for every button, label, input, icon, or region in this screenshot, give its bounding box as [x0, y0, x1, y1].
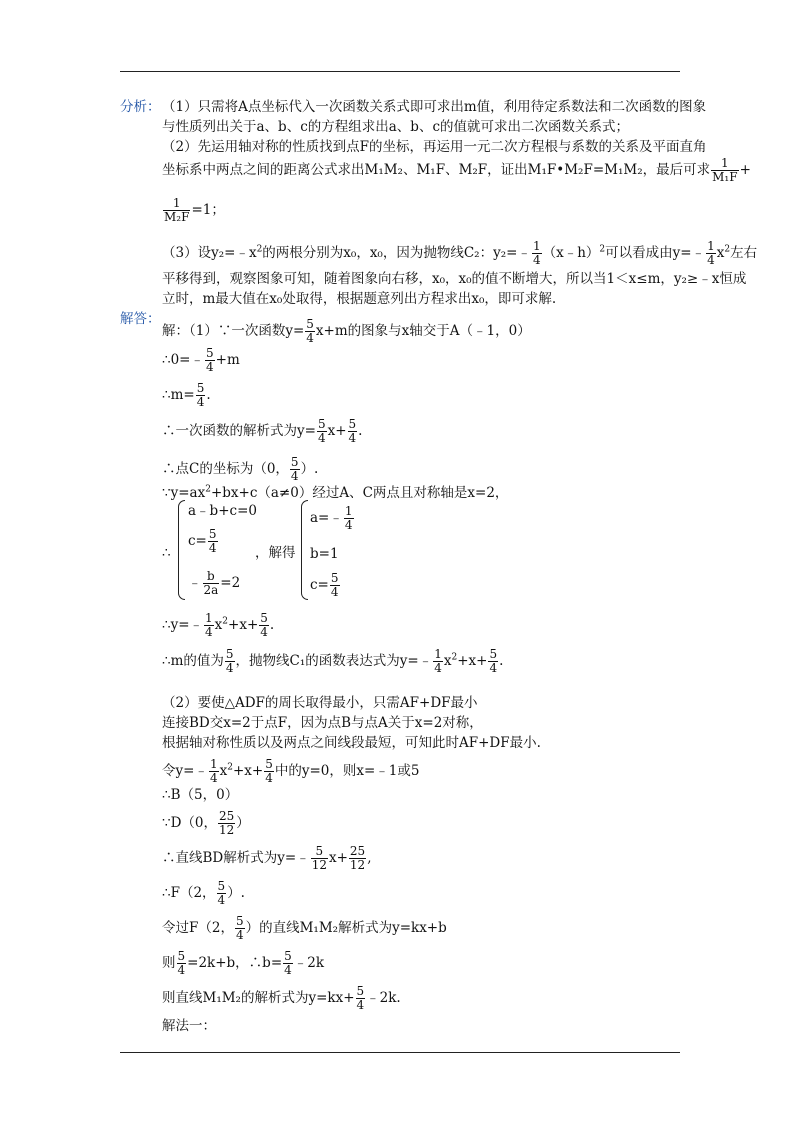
part2-line10: 则 $\frac{5}{4}$ =2k+b，∴b= $\frac{5}{4}$ ﹣2k — [162, 949, 325, 977]
part2-line5: ∴B（5，0） — [162, 787, 239, 803]
fraction-25-12: $\frac{25}{12}$ — [349, 844, 366, 872]
system1-brace — [178, 500, 185, 600]
part2-line12: 解法一： — [162, 1018, 216, 1034]
fraction-1-4: $\frac{1}{4}$ — [344, 504, 353, 532]
system-mid-text: ，解得 — [255, 545, 296, 561]
fraction-1-4: $\frac{1}{4}$ — [209, 757, 218, 785]
fraction-5-4: $\frac{5}{4}$ — [217, 879, 226, 907]
part2-line6: ∵D（0， $\frac{25}{12}$ ） — [162, 809, 250, 837]
answer-line9: ∴m的值为 $\frac{5}{4}$ ，抛物线C₁的函数表达式为y=﹣ $\frac{1}{4}$ $x^2+x+$ $\frac{5}{4}$ . — [162, 647, 504, 675]
analysis-p3-line3: 立时，m最大值在x₀处取得，根据题意列出方程求出x₀，即可求解. — [162, 291, 557, 307]
part2-line2: 连接BD交x=2于点F，因为点B与点A关于x=2对称， — [162, 715, 483, 731]
system1-row1: a﹣b+c=0 — [188, 503, 257, 519]
fraction-5-4: $\frac{5}{4}$ — [235, 914, 244, 942]
fraction-1-over-m1f: $\frac{1}{\text{M₁F}}$ — [712, 156, 738, 184]
fraction-5-4: $\frac{5}{4}$ — [489, 647, 498, 675]
analysis-p1-line2: 与性质列出关于a、b、c的方程组求出a、b、c的值就可求出二次函数关系式； — [162, 119, 630, 135]
part2-line3: 根据轴对称性质以及两点之间线段最短，可知此时AF+DF最小. — [162, 735, 541, 751]
part2-line1: （2）要使△ADF的周长取得最小，只需AF+DF最小 — [162, 695, 478, 711]
analysis-p2-text: 坐标系中两点之间的距离公式求出M₁M₂、M₁F、M₂F，证出M₁F•M₂F=M₁M₂，最后可求 — [162, 162, 711, 178]
system1-row2: c= $\frac{5}{4}$ — [188, 527, 217, 555]
fraction-1-4: $\frac{1}{4}$ — [434, 647, 442, 675]
part2-line4: 令y=﹣ $\frac{1}{4}$ $x^2+x+$ $\frac{5}{4}$ 中的y=0，则x=﹣1或5 — [162, 757, 420, 785]
answer-line5: ∴点C的坐标为（0， $\frac{5}{4}$ ）. — [162, 455, 319, 483]
fraction-5-4: $\frac{5}{4}$ — [225, 647, 234, 675]
answer-line6: $\because y=ax^2+bx+c(a\ne 0)$经过A、C两点且对称轴是x=2， — [162, 484, 509, 501]
system2-row2: b=1 — [310, 546, 339, 562]
system1-row3: ﹣ $\frac{b}{2a}$ =2 — [188, 569, 241, 597]
fraction-5-4: $\frac{5}{4}$ — [317, 417, 326, 445]
fraction-1-4: $\frac{1}{4}$ — [205, 611, 213, 639]
fraction-25-12: $\frac{25}{12}$ — [219, 809, 235, 837]
analysis-p3-line2: 平移得到，观察图象可知，随着图象向右移，x₀，x₀的值不断增大，所以当1＜x≤m，y₂≥﹣x恒成 — [162, 271, 747, 287]
fraction-quarter: $\frac{1}{4}$ — [707, 239, 715, 267]
fraction-5-4: $\frac{5}{4}$ — [196, 381, 205, 409]
part2-line7: ∴直线BD解析式为y=﹣ $\frac{5}{12}$ x+ $\frac{25}{12}$ , — [162, 844, 372, 872]
fraction-5-4: $\frac{5}{4}$ — [260, 611, 268, 639]
system2-row1: a=﹣ $\frac{1}{4}$ — [310, 504, 353, 532]
fraction-b-2a: $\frac{b}{2a}$ — [203, 569, 219, 597]
answer-line3: ∴m= $\frac{5}{4}$ . — [162, 381, 211, 409]
answer-line4: ∴一次函数的解析式为y= $\frac{5}{4}$ x+ $\frac{5}{4}$ . — [162, 417, 363, 445]
top-rule — [120, 71, 680, 72]
analysis-p2-line2: 坐标系中两点之间的距离公式求出M₁M₂、M₁F、M₂F，证出M₁F•M₂F=M₁M₂，最后可求 $\frac{1}{\text{M₁F}}$ + — [162, 156, 751, 184]
fraction-5-4: $\frac{5}{4}$ — [177, 949, 186, 977]
analysis-p1-line1: （1）只需将A点坐标代入一次函数关系式即可求出m值，利用待定系数法和二次函数的图象 — [162, 99, 707, 115]
answer-line1: 解：（1）∵一次函数y= $\frac{5}{4}$ x+m的图象与x轴交于A（﹣1，0） — [162, 317, 531, 345]
answer-line2: ∴0=﹣ $\frac{5}{4}$ +m — [162, 346, 240, 374]
fraction-5-4: $\frac{5}{4}$ — [330, 571, 339, 599]
fraction-5-4: $\frac{5}{4}$ — [284, 949, 292, 977]
system2-row3: c= $\frac{5}{4}$ — [310, 571, 339, 599]
fraction-5-4: $\frac{5}{4}$ — [290, 455, 299, 483]
fraction-quarter: $\frac{1}{4}$ — [532, 239, 541, 267]
fraction-5-4: $\frac{5}{4}$ — [306, 317, 314, 345]
fraction-5-12: $\frac{5}{12}$ — [311, 844, 327, 872]
analysis-p3-line1: （3）设$y_2=﹣x^2$的两根分别为x₀，x₀，因为抛物线C₂：y₂=﹣ $\frac{1}{4}$ （x﹣h）$^2$可以看成由y=﹣ $\frac{1}{4}$ $x^2$左右 — [162, 239, 758, 267]
fraction-5-4: $\frac{5}{4}$ — [265, 757, 273, 785]
fraction-1-over-m2f: $\frac{1}{\text{M₂F}}$ — [164, 196, 190, 224]
fraction-5-4: $\frac{5}{4}$ — [206, 346, 214, 374]
answer-label: 解答： — [120, 311, 161, 327]
analysis-label: 分析： — [120, 99, 161, 115]
answer-line8: ∴y=﹣ $\frac{1}{4}$ $x^2+x+$ $\frac{5}{4}$ . — [162, 611, 275, 639]
system2-brace — [301, 500, 308, 600]
analysis-p2-line1: （2）先运用轴对称的性质找到点F的坐标，再运用一元二次方程根与系数的关系及平面直角 — [162, 139, 707, 155]
fraction-5-4: $\frac{5}{4}$ — [208, 527, 217, 555]
fraction-5-4: $\frac{5}{4}$ — [348, 417, 357, 445]
analysis-p2-line3: $\frac{1}{\text{M₂F}}$ =1； — [164, 196, 225, 224]
system-prefix: ∴ — [162, 545, 171, 561]
part2-line8: ∴F（2， $\frac{5}{4}$ ）. — [162, 879, 245, 907]
part2-line11: 则直线M₁M₂的解析式为y=kx+ $\frac{5}{4}$ ﹣2k. — [162, 984, 401, 1012]
bottom-rule — [120, 1052, 680, 1053]
part2-line9: 令过F（2， $\frac{5}{4}$ ）的直线M₁M₂解析式为y=kx+b — [162, 914, 447, 942]
fraction-5-4: $\frac{5}{4}$ — [356, 984, 365, 1012]
